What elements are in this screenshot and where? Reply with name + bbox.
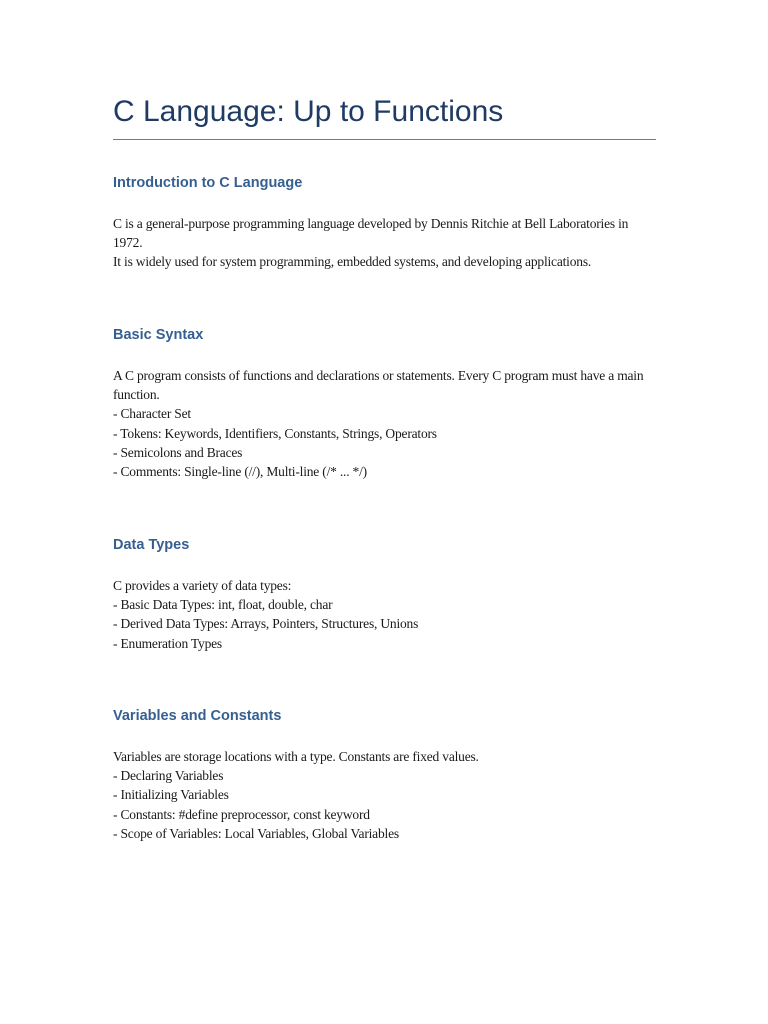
section-body	[113, 214, 658, 272]
section-body	[113, 366, 658, 481]
section-introduction	[113, 171, 658, 272]
paragraph: C is a general-purpose programming language developed by Dennis Ritchie at Bell Laboratories in 1972.	[113, 216, 629, 251]
paragraph: Variables are storage locations with a type. Constants are fixed values.	[113, 749, 479, 764]
list-item: - Basic Data Types: int, float, double, char	[113, 597, 333, 613]
list-item: - Semicolons and Braces	[113, 444, 243, 460]
section-data-types	[113, 533, 658, 653]
paragraph: It is widely used for system programming, embedded systems, and developing applications.	[113, 254, 592, 270]
section-basic-syntax	[113, 323, 658, 481]
title-divider	[113, 139, 656, 140]
list-item: - Initializing Variables	[113, 787, 229, 803]
section-body	[113, 747, 658, 843]
paragraph: A C program consists of functions and declarations or statements. Every C program must have a main function.	[113, 368, 644, 403]
section-variables-constants	[113, 704, 658, 843]
list-item: - Constants: #define preprocessor, const keyword	[113, 806, 370, 822]
section-heading: Data Types	[113, 537, 190, 553]
section-heading: Variables and Constants	[113, 708, 282, 724]
bullet-list	[113, 595, 658, 653]
paragraph: C provides a variety of data types:	[113, 578, 292, 593]
bullet-list	[113, 766, 658, 843]
section-heading: Introduction to C Language	[113, 175, 303, 191]
section-body	[113, 576, 658, 653]
list-item: - Comments: Single-line (//), Multi-line (/* ... */)	[113, 464, 367, 480]
list-item: - Derived Data Types: Arrays, Pointers, Structures, Unions	[113, 616, 419, 632]
bullet-list	[113, 404, 658, 481]
list-item: - Enumeration Types	[113, 635, 222, 651]
list-item: - Tokens: Keywords, Identifiers, Constants, Strings, Operators	[113, 425, 437, 441]
section-heading: Basic Syntax	[113, 327, 204, 343]
list-item: - Declaring Variables	[113, 768, 224, 784]
page-title: C Language: Up to Functions	[113, 95, 504, 128]
list-item: - Character Set	[113, 406, 191, 422]
list-item: - Scope of Variables: Local Variables, Global Variables	[113, 825, 399, 841]
